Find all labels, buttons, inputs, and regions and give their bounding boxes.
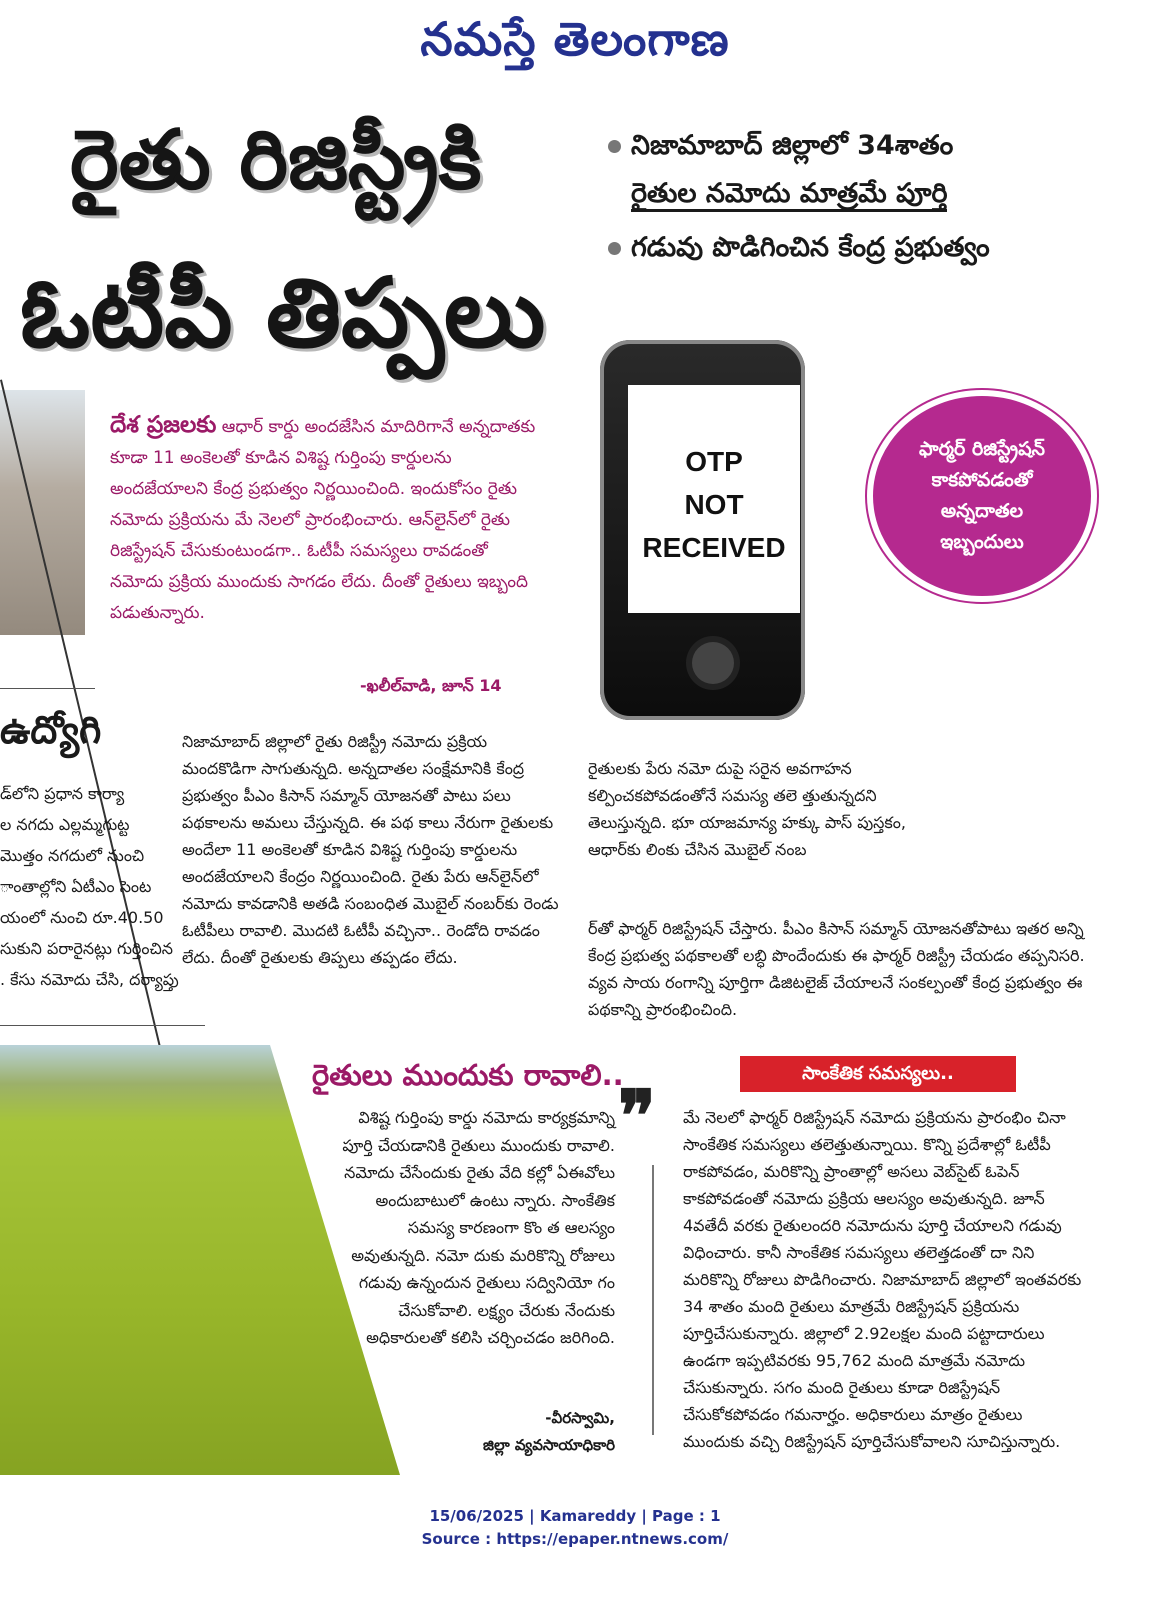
side-line: డ్‌లోని ప్రధాన కార్యా — [0, 784, 125, 803]
headline-line-2: ఓటీపీ తిప్పలు — [20, 257, 546, 369]
otp-line-2: NOT — [684, 489, 744, 520]
bullet-dot-icon — [608, 140, 621, 153]
quote-attribution — [420, 1405, 615, 1459]
quote-divider — [652, 1165, 654, 1435]
otp-line-1: OTP — [685, 446, 743, 477]
bullet-1-line-1: నిజామాబాద్ జిల్లాలో 34శాతం — [631, 130, 954, 161]
side-line: ల నగదు ఎల్లమ్మగుట్ట — [0, 815, 130, 834]
side-rule-bottom — [0, 1025, 205, 1026]
masthead-logo: నమస్తే తెలంగాణ — [420, 12, 730, 66]
callout-badge — [867, 390, 1097, 602]
official-quote: విశిష్ట గుర్తింపు కార్డు నమోదు కార్యక్రమాన్ని పూర్తి చేయడానికి రైతులు ముందుకు రావాలి. నమోదు చేసేందుకు రైతు వేది కల్లో ఏఈవోలు అందుబాటులో ఉంటు న్నారు. సాంకేతిక సమస్య కారణంగా కొం త ఆలస్యం అవుతున్నది. నమో దుకు మరికొన్ని రోజులు గడువు ఉన్నందున రైతులు సద్వినియో గం చేసుకోవాలి. లక్ష్యం చేరుకు నేందుకు అధికారులతో కలిసి చర్చించడం జరిగింది. — [342, 1108, 615, 1347]
intro-text: ఆధార్ కార్డు అందజేసిన మాదిరిగానే అన్నదాతకు కూడా 11 అంకెలతో కూడిన విశిష్ట గుర్తింపు కార్డులను అందజేయాలని కేంద్ర ప్రభుత్వం నిర్ణయించింది. ఇందుకోసం రైతు నమోదు ప్రక్రియను మే నెలలో ప్రారంభించారు. ఆన్‌లైన్‌లో రైతు రిజిస్ట్రేషన్ చేసుకుంటుండగా.. ఓటీపీ సమస్యలు రావడంతో నమోదు ప్రక్రియ ముందుకు సాగడం లేదు. దీంతో రైతులు ఇబ్బంది పడుతున్నారు. — [110, 417, 536, 623]
bullet-1-line-2: రైతుల నమోదు మాత్రమే పూర్తి — [631, 178, 947, 212]
body-column-2-continued: ర్‌తో ఫార్మర్ రిజిస్ట్రేషన్ చేస్తారు. పీఎం కిసాన్ సమ్మాన్ యోజనతోపాటు ఇతర అన్ని కేంద్ర ప్రభుత్వ పథకాలతో లబ్ధి పొందేందుకు ఈ ఫార్మర్ రిజిస్ట్రీ చేయడం తప్పనిసరి. వ్యవ సాయ రంగాన్ని పూర్తిగా డిజిటలైజ్ చేయాలనే సంకల్పంతో కేంద్ర ప్రభుత్వం ఈ పథకాన్ని ప్రారంభించింది. — [588, 919, 1085, 1019]
otp-line-3: RECEIVED — [642, 532, 786, 563]
side-story-heading: ఉద్యోగి — [0, 708, 102, 752]
headline-line-1: రైతు రిజిస్ట్రీకి — [70, 113, 482, 208]
side-line: . కేసు నమోదు చేసి, దర్యాప్తు — [0, 970, 179, 989]
footer-source: Source : https://epaper.ntnews.com/ — [421, 1530, 729, 1548]
bullet-2 — [608, 232, 990, 270]
footer-date-edition: 15/06/2025 | Kamareddy | Page : 1 — [429, 1507, 721, 1525]
bullet-1-line-2-wrap — [631, 178, 947, 216]
bullet-1 — [608, 130, 953, 168]
callout-badge-text: ఫార్మర్ రిజిస్ట్రేషన్ కాకపోవడంతో అన్నదాతల ఇబ్బందులు — [918, 438, 1046, 553]
dateline: -ఖలీల్‌వాడి, జూన్ 14 — [360, 676, 502, 695]
bullet-2-text: గడువు పొడిగించిన కేంద్ర ప్రభుత్వం — [631, 232, 990, 263]
side-line: సుకుని పరారైనట్లు గుర్తించిన — [0, 939, 173, 958]
shirt-sleeve — [950, 640, 1100, 960]
side-line: ాంతాల్లోని ఏటీఎం సెంట — [0, 877, 152, 896]
quote-mark-icon: ❞ — [618, 1074, 656, 1157]
technical-issues-text: మే నెలలో ఫార్మర్ రిజిస్ట్రేషన్ నమోదు ప్రక్రియను ప్రారంభిం చినా సాంకేతిక సమస్యలు తలెత్తుతున్నాయి. కొన్ని ప్రదేశాల్లో ఓటీపీ రాకపోవడం, మరికొన్ని ప్రాంతాల్లో అసలు వెబ్‌సైట్ ఓపెన్ కాకపోవడంతో నమోదు ప్రక్రియ ఆలస్యం అవుతున్నది. జూన్ 4వతేదీ వరకు రైతులందరి నమోదును పూర్తి చేయాలని గడువు విధించారు. కానీ సాంకేతిక సమస్యలు తలెత్తడంతో దా నిని మరికొన్ని రోజులు పొడిగించారు. నిజామాబాద్ జిల్లాలో ఇంతవరకు 34 శాతం మంది రైతులు మాత్రమే రిజిస్ట్రేషన్ ప్రక్రియను పూర్తిచేసుకున్నారు. జిల్లాలో 2.92లక్షల మంది పట్టాదారులు ఉండగా ఇప్పటివరకు 95,762 మంది మాత్రమే నమోదు చేసుకున్నారు. సగం మంది రైతులు కూడా రిజిస్ట్రేషన్ చేసుకోకపోవడం గమనార్హం. అధికారులు మాత్రం రైతులు ముందుకు వచ్చి రిజిస్ట్రేషన్ పూర్తిచేసుకోవాలని సూచిస్తున్నారు. — [683, 1108, 1082, 1451]
intro-lead: దేశ ప్రజలకు — [110, 412, 217, 438]
side-line: యంలో నుంచి రూ.40.50 — [0, 908, 164, 927]
side-rule-top — [0, 688, 95, 689]
phone-nav-button-icon — [692, 642, 734, 684]
side-line: మొత్తం నగదులో నుంచి — [0, 846, 145, 865]
attribution-role: జిల్లా వ్యవసాయాధికారి — [483, 1436, 615, 1454]
intro-paragraph — [110, 410, 540, 629]
bullet-dot-icon — [608, 242, 621, 255]
subheading-farmers: రైతులు ముందుకు రావాలి.. — [312, 1058, 624, 1092]
phone-screen-text — [628, 440, 800, 569]
body-column-2: రైతులకు పేరు నమో దుపై సరైన అవగాహన కల్పించకపోవడంతోనే సమస్య తలె త్తుతున్నదని తెలుస్తున్నది. భూ యాజమాన్య హక్కు పాస్ పుస్తకం, ఆధార్‌కు లింకు చేసిన మొబైల్ నంబ — [588, 759, 906, 859]
side-story-text — [0, 778, 205, 995]
page-footer — [0, 1505, 1150, 1551]
body-column-1: నిజామాబాద్ జిల్లాలో రైతు రిజిస్ట్రీ నమోదు ప్రక్రియ మందకొడిగా సాగుతున్నది. అన్నదాతల సంక్షేమానికి కేంద్ర ప్రభుత్వం పీఎం కిసాన్ సమ్మాన్ యోజనతో పాటు పలు పథకాలను అమలు చేస్తున్నది. ఈ పథ కాలు నేరుగా రైతులకు అందేలా 11 అంకెలతో కూడిన విశిష్ట గుర్తింపు కార్డులను అందజేయాలని కేంద్రం నిర్ణయించింది. రైతు పేరు ఆన్‌లైన్‌లో నమోదు కావడానికి అతడి సంబంధిత మొబైల్ నంబర్‌కు రెండు ఓటీపీలు రావాలి. మొదటి ఓటీపీ వచ్చినా.. రెండోది రావడం లేదు. దీంతో రైతులకు తిప్పలు తప్పడం లేదు. — [182, 732, 559, 967]
attribution-name: -వీరస్వామి, — [545, 1409, 615, 1427]
subheading-technical-label: సాంకేతిక సమస్యలు.. — [740, 1056, 1016, 1092]
